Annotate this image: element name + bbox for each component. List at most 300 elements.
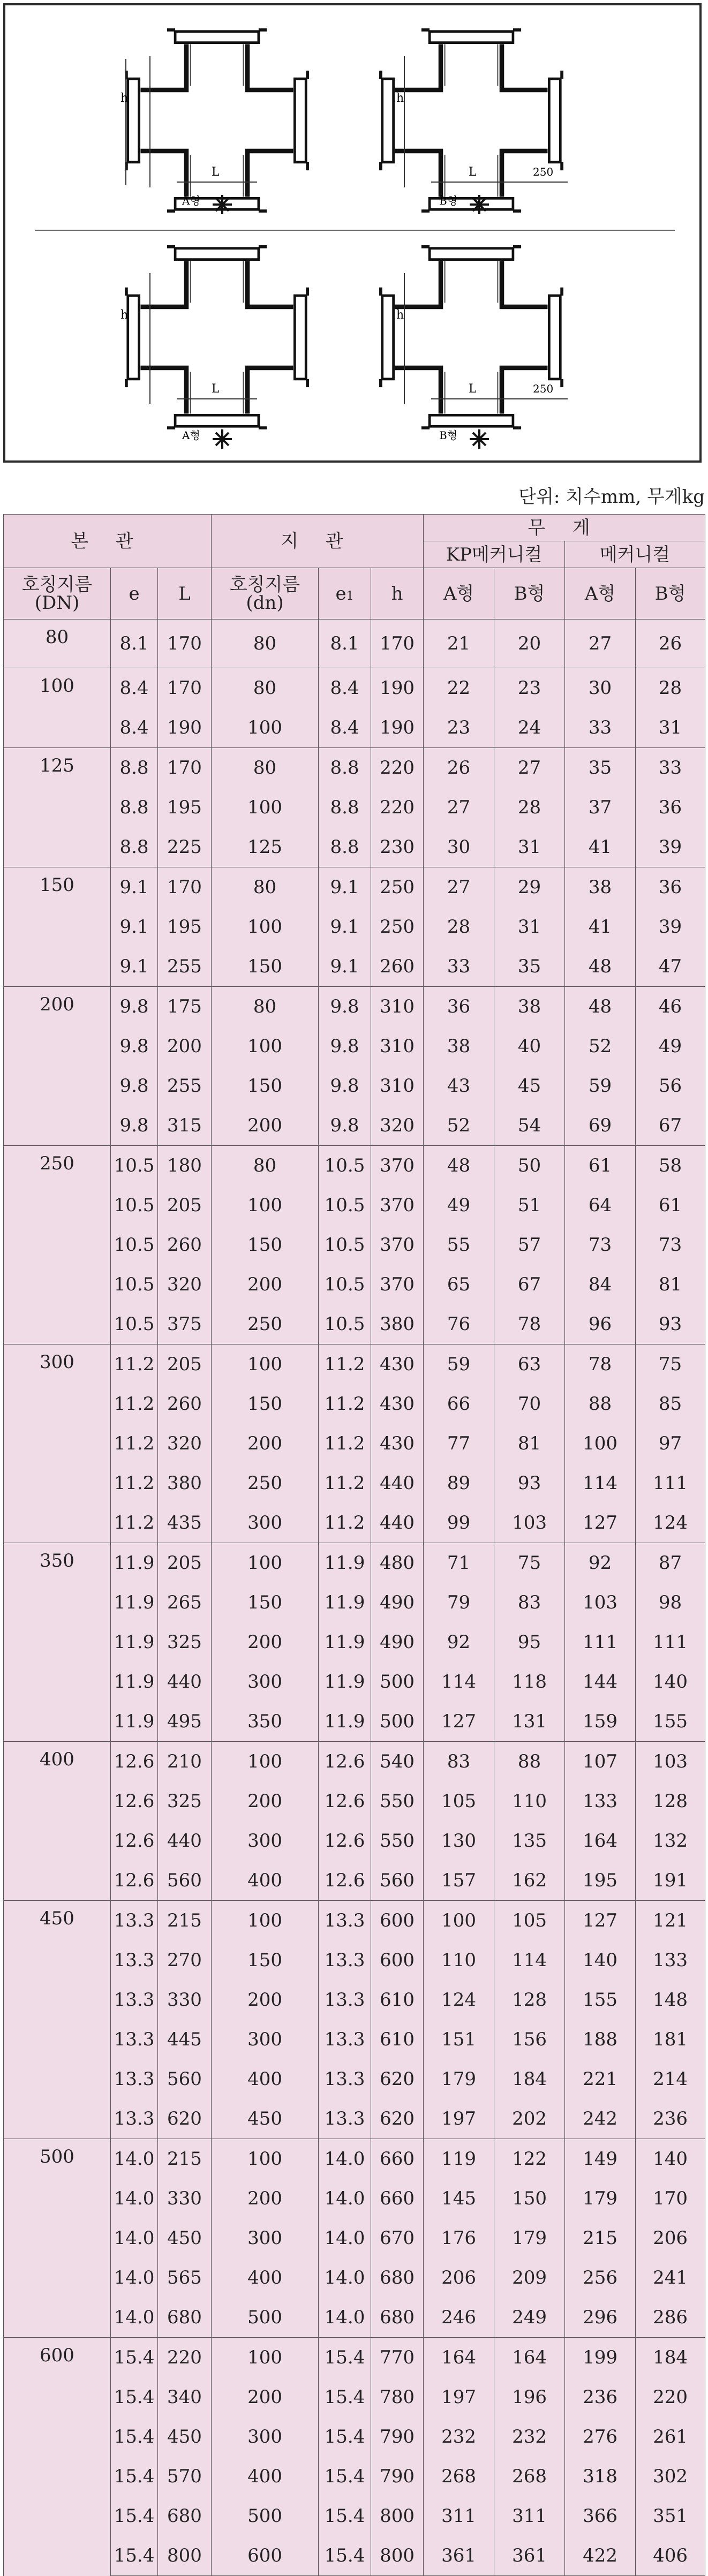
- cell-kp-a: 28: [424, 907, 494, 947]
- cell-l: 170: [158, 668, 212, 708]
- cell-e: 14.0: [111, 2218, 158, 2258]
- cell-mech-b: 85: [636, 1384, 705, 1424]
- cell-branch-dn: 250: [212, 1304, 319, 1344]
- cell-kp-a: 27: [424, 788, 494, 827]
- cell-branch-dn: 250: [212, 1463, 319, 1503]
- cell-e1: 13.3: [319, 2059, 371, 2099]
- cell-branch-dn: 150: [212, 1225, 319, 1265]
- cell-e1: 10.5: [319, 1146, 371, 1186]
- spec-table: [3, 514, 705, 2576]
- cell-l: 215: [158, 2139, 212, 2179]
- cell-e: 11.2: [111, 1503, 158, 1543]
- cell-nominal-dn: 150: [4, 867, 111, 987]
- cell-mech-b: 155: [636, 1702, 705, 1742]
- cell-e: 10.5: [111, 1304, 158, 1344]
- cell-branch-dn: 100: [212, 788, 319, 827]
- cell-kp-b: 110: [494, 1781, 565, 1821]
- cell-mech-b: 132: [636, 1821, 705, 1861]
- cell-branch-dn: 150: [212, 1940, 319, 1980]
- cell-branch-dn: 600: [212, 2536, 319, 2576]
- cell-kp-b: 128: [494, 1980, 565, 2020]
- cell-kp-a: 127: [424, 1702, 494, 1742]
- header-e: e: [111, 568, 158, 620]
- cell-h: 800: [371, 2496, 424, 2536]
- cell-e: 12.6: [111, 1781, 158, 1821]
- cell-e: 14.0: [111, 2258, 158, 2298]
- cell-l: 215: [158, 1901, 212, 1941]
- type-a-label: A형: [182, 194, 200, 207]
- cell-l: 220: [158, 2338, 212, 2378]
- cell-e1: 13.3: [319, 1940, 371, 1980]
- cell-h: 670: [371, 2218, 424, 2258]
- dim-h-label: h: [120, 92, 129, 105]
- cell-e: 11.9: [111, 1543, 158, 1583]
- cell-branch-dn: 200: [212, 1106, 319, 1146]
- cell-kp-a: 52: [424, 1106, 494, 1146]
- table-body: [4, 620, 705, 2576]
- cell-h: 790: [371, 2417, 424, 2457]
- cell-kp-b: 31: [494, 827, 565, 867]
- header-l: L: [158, 568, 212, 620]
- cell-kp-a: 92: [424, 1622, 494, 1662]
- cell-h: 540: [371, 1742, 424, 1782]
- cell-mech-a: 107: [565, 1742, 636, 1782]
- cell-h: 170: [371, 620, 424, 668]
- cell-mech-b: 206: [636, 2218, 705, 2258]
- table-row: [4, 1146, 705, 1186]
- cell-mech-a: 30: [565, 668, 636, 708]
- cell-mech-a: 155: [565, 1980, 636, 2020]
- cell-e: 11.2: [111, 1463, 158, 1503]
- cell-mech-a: 69: [565, 1106, 636, 1146]
- cell-kp-a: 206: [424, 2258, 494, 2298]
- cell-mech-b: 124: [636, 1503, 705, 1543]
- cell-mech-b: 26: [636, 620, 705, 668]
- cell-branch-dn: 80: [212, 620, 319, 668]
- cell-mech-b: 191: [636, 1861, 705, 1901]
- cell-e1: 11.2: [319, 1503, 371, 1543]
- cell-nominal-dn: 600: [4, 2338, 111, 2576]
- cell-kp-a: 311: [424, 2496, 494, 2536]
- cell-kp-a: 55: [424, 1225, 494, 1265]
- cell-l: 190: [158, 708, 212, 748]
- cell-kp-b: 196: [494, 2377, 565, 2417]
- cell-h: 500: [371, 1662, 424, 1702]
- header-e1-sub: 1: [346, 589, 354, 603]
- cell-e: 12.6: [111, 1861, 158, 1901]
- cell-branch-dn: 200: [212, 1980, 319, 2020]
- cell-h: 260: [371, 947, 424, 987]
- cell-mech-a: 256: [565, 2258, 636, 2298]
- cell-mech-a: 127: [565, 1901, 636, 1941]
- cell-branch-dn: 100: [212, 1901, 319, 1941]
- cell-e1: 9.1: [319, 867, 371, 908]
- header-type-a-mech: A형: [565, 568, 636, 620]
- cell-kp-a: 48: [424, 1146, 494, 1186]
- cell-e: 15.4: [111, 2496, 158, 2536]
- type-b-label-2: B형: [439, 429, 458, 442]
- cell-l: 210: [158, 1742, 212, 1782]
- cell-branch-dn: 100: [212, 1543, 319, 1583]
- header-dn-branch: 호칭지름 (dn): [212, 568, 319, 620]
- cell-e1: 14.0: [319, 2258, 371, 2298]
- cell-kp-a: 176: [424, 2218, 494, 2258]
- cell-h: 660: [371, 2139, 424, 2179]
- cell-e1: 8.8: [319, 827, 371, 867]
- cell-h: 620: [371, 2099, 424, 2139]
- cell-kp-b: 67: [494, 1265, 565, 1304]
- cell-mech-b: 97: [636, 1424, 705, 1463]
- cell-kp-a: 79: [424, 1583, 494, 1622]
- cell-kp-b: 51: [494, 1185, 565, 1225]
- cell-e1: 8.8: [319, 788, 371, 827]
- cell-e1: 11.9: [319, 1622, 371, 1662]
- cell-branch-dn: 150: [212, 947, 319, 987]
- cell-kp-b: 63: [494, 1344, 565, 1385]
- cell-l: 380: [158, 1463, 212, 1503]
- cell-e1: 10.5: [319, 1265, 371, 1304]
- cell-mech-a: 41: [565, 907, 636, 947]
- cell-kp-a: 76: [424, 1304, 494, 1344]
- cell-mech-b: 28: [636, 668, 705, 708]
- cell-branch-dn: 200: [212, 1265, 319, 1304]
- cell-e: 10.5: [111, 1225, 158, 1265]
- cell-mech-b: 39: [636, 907, 705, 947]
- cell-mech-a: 35: [565, 748, 636, 788]
- cell-e: 11.9: [111, 1662, 158, 1702]
- table-row: [4, 867, 705, 908]
- cell-e: 9.8: [111, 1106, 158, 1146]
- cell-nominal-dn: 500: [4, 2139, 111, 2338]
- cell-kp-a: 66: [424, 1384, 494, 1424]
- cell-mech-b: 184: [636, 2338, 705, 2378]
- cell-l: 200: [158, 1026, 212, 1066]
- cell-mech-a: 88: [565, 1384, 636, 1424]
- cell-h: 600: [371, 1940, 424, 1980]
- cell-h: 370: [371, 1185, 424, 1225]
- cell-kp-b: 135: [494, 1821, 565, 1861]
- cell-mech-b: 286: [636, 2298, 705, 2338]
- cell-mech-a: 127: [565, 1503, 636, 1543]
- cell-l: 560: [158, 1861, 212, 1901]
- cell-l: 375: [158, 1304, 212, 1344]
- dim-l-label-4: L: [469, 382, 477, 396]
- cell-branch-dn: 300: [212, 1503, 319, 1543]
- cell-e: 11.9: [111, 1622, 158, 1662]
- cell-e: 15.4: [111, 2536, 158, 2576]
- cell-mech-a: 27: [565, 620, 636, 668]
- cell-l: 340: [158, 2377, 212, 2417]
- cell-mech-a: 103: [565, 1583, 636, 1622]
- dim-h-label-3: h: [120, 308, 129, 322]
- cell-kp-a: 164: [424, 2338, 494, 2378]
- cell-mech-a: 59: [565, 1066, 636, 1106]
- table-row: [4, 620, 705, 668]
- cell-e: 8.4: [111, 708, 158, 748]
- cell-e: 15.4: [111, 2417, 158, 2457]
- cell-h: 440: [371, 1463, 424, 1503]
- cell-l: 180: [158, 1146, 212, 1186]
- cell-mech-b: 220: [636, 2377, 705, 2417]
- cell-kp-a: 157: [424, 1861, 494, 1901]
- cell-e1: 11.9: [319, 1543, 371, 1583]
- cell-e1: 11.2: [319, 1384, 371, 1424]
- table-row: [4, 1543, 705, 1583]
- cell-kp-b: 28: [494, 788, 565, 827]
- cell-e1: 14.0: [319, 2218, 371, 2258]
- cell-h: 790: [371, 2457, 424, 2496]
- cell-mech-b: 111: [636, 1622, 705, 1662]
- cell-e: 10.5: [111, 1146, 158, 1186]
- cell-h: 310: [371, 1026, 424, 1066]
- cell-branch-dn: 150: [212, 1066, 319, 1106]
- cell-branch-dn: 125: [212, 827, 319, 867]
- cell-kp-a: 23: [424, 708, 494, 748]
- header-type-a-kp: A형: [424, 568, 494, 620]
- cell-branch-dn: 100: [212, 1185, 319, 1225]
- cell-mech-b: 93: [636, 1304, 705, 1344]
- cell-branch-dn: 450: [212, 2099, 319, 2139]
- cell-h: 780: [371, 2377, 424, 2417]
- cell-kp-b: 70: [494, 1384, 565, 1424]
- cell-nominal-dn: 200: [4, 987, 111, 1146]
- cell-l: 170: [158, 748, 212, 788]
- cell-h: 250: [371, 867, 424, 908]
- cell-e: 8.4: [111, 668, 158, 708]
- cell-mech-a: 236: [565, 2377, 636, 2417]
- table-row: [4, 1344, 705, 1385]
- cell-l: 170: [158, 620, 212, 668]
- dim-h-label-2: h: [396, 92, 404, 105]
- cell-h: 370: [371, 1146, 424, 1186]
- cell-l: 205: [158, 1185, 212, 1225]
- cell-mech-a: 48: [565, 987, 636, 1027]
- cell-e1: 11.2: [319, 1424, 371, 1463]
- cell-e1: 11.9: [319, 1583, 371, 1622]
- cell-e: 10.5: [111, 1185, 158, 1225]
- cell-e: 12.6: [111, 1821, 158, 1861]
- cell-e1: 15.4: [319, 2417, 371, 2457]
- cell-kp-a: 83: [424, 1742, 494, 1782]
- cell-mech-b: 33: [636, 748, 705, 788]
- cell-mech-a: 318: [565, 2457, 636, 2496]
- cell-mech-b: 148: [636, 1980, 705, 2020]
- cell-e1: 8.4: [319, 708, 371, 748]
- cell-e: 13.3: [111, 2059, 158, 2099]
- cell-kp-b: 40: [494, 1026, 565, 1066]
- cell-branch-dn: 500: [212, 2496, 319, 2536]
- cell-branch-dn: 100: [212, 1344, 319, 1385]
- cell-h: 490: [371, 1583, 424, 1622]
- type-a-label-2: A형: [182, 429, 200, 442]
- cell-mech-a: 48: [565, 947, 636, 987]
- cell-mech-a: 114: [565, 1463, 636, 1503]
- cell-kp-b: 23: [494, 668, 565, 708]
- cell-mech-a: 140: [565, 1940, 636, 1980]
- cell-kp-a: 27: [424, 867, 494, 908]
- cell-l: 565: [158, 2258, 212, 2298]
- cell-e: 10.5: [111, 1265, 158, 1304]
- cell-mech-b: 111: [636, 1463, 705, 1503]
- cell-e1: 12.6: [319, 1861, 371, 1901]
- cell-mech-a: 296: [565, 2298, 636, 2338]
- cell-kp-b: 57: [494, 1225, 565, 1265]
- cell-e1: 13.3: [319, 1901, 371, 1941]
- cell-kp-a: 179: [424, 2059, 494, 2099]
- cell-h: 430: [371, 1344, 424, 1385]
- cell-kp-b: 156: [494, 2020, 565, 2059]
- cell-e: 13.3: [111, 1980, 158, 2020]
- cell-kp-a: 145: [424, 2179, 494, 2218]
- cell-kp-a: 59: [424, 1344, 494, 1385]
- cell-mech-a: 179: [565, 2179, 636, 2218]
- cell-l: 325: [158, 1622, 212, 1662]
- cell-mech-a: 52: [565, 1026, 636, 1066]
- cell-h: 220: [371, 788, 424, 827]
- cell-mech-b: 140: [636, 1662, 705, 1702]
- cell-h: 220: [371, 748, 424, 788]
- cell-e: 13.3: [111, 1901, 158, 1941]
- cell-mech-b: 36: [636, 788, 705, 827]
- cell-h: 610: [371, 2020, 424, 2059]
- cell-l: 495: [158, 1702, 212, 1742]
- cell-l: 315: [158, 1106, 212, 1146]
- cell-h: 480: [371, 1543, 424, 1583]
- cell-mech-b: 140: [636, 2139, 705, 2179]
- cross-fitting-drawings: [5, 5, 699, 460]
- dim-250-label-2: 250: [533, 382, 554, 395]
- header-type-b-kp: B형: [494, 568, 565, 620]
- cell-mech-b: 73: [636, 1225, 705, 1265]
- cell-e1: 11.2: [319, 1463, 371, 1503]
- cell-h: 430: [371, 1424, 424, 1463]
- cell-mech-a: 100: [565, 1424, 636, 1463]
- cell-kp-b: 78: [494, 1304, 565, 1344]
- cell-branch-dn: 200: [212, 1781, 319, 1821]
- cell-mech-a: 38: [565, 867, 636, 908]
- cell-l: 195: [158, 907, 212, 947]
- cell-e: 14.0: [111, 2179, 158, 2218]
- cell-mech-a: 41: [565, 827, 636, 867]
- cell-kp-a: 65: [424, 1265, 494, 1304]
- cell-kp-b: 31: [494, 907, 565, 947]
- cell-h: 190: [371, 708, 424, 748]
- cell-e: 9.1: [111, 947, 158, 987]
- header-main-pipe: 본 관: [4, 515, 212, 568]
- cell-l: 205: [158, 1543, 212, 1583]
- cell-kp-b: 81: [494, 1424, 565, 1463]
- cell-kp-a: 43: [424, 1066, 494, 1106]
- cell-e: 8.8: [111, 788, 158, 827]
- cell-e1: 10.5: [319, 1225, 371, 1265]
- cell-l: 440: [158, 1662, 212, 1702]
- cell-h: 550: [371, 1781, 424, 1821]
- cell-e: 14.0: [111, 2139, 158, 2179]
- cell-kp-b: 105: [494, 1901, 565, 1941]
- cell-mech-a: 133: [565, 1781, 636, 1821]
- cell-kp-b: 150: [494, 2179, 565, 2218]
- cell-branch-dn: 80: [212, 987, 319, 1027]
- cell-mech-a: 96: [565, 1304, 636, 1344]
- header-mechanical: 메커니컬: [565, 541, 705, 568]
- cell-e: 9.8: [111, 1026, 158, 1066]
- table-row: [4, 2139, 705, 2179]
- cell-branch-dn: 400: [212, 2258, 319, 2298]
- cell-e1: 11.9: [319, 1702, 371, 1742]
- cell-e1: 8.4: [319, 668, 371, 708]
- cell-e: 9.1: [111, 867, 158, 908]
- cell-kp-a: 26: [424, 748, 494, 788]
- cell-mech-a: 149: [565, 2139, 636, 2179]
- cell-nominal-dn: 250: [4, 1146, 111, 1344]
- cell-h: 310: [371, 1066, 424, 1106]
- cell-mech-b: 31: [636, 708, 705, 748]
- cell-kp-b: 232: [494, 2417, 565, 2457]
- header-branch-pipe: 지 관: [212, 515, 424, 568]
- header-kp-mechanical: KP메커니컬: [424, 541, 565, 568]
- cell-branch-dn: 300: [212, 2020, 319, 2059]
- cell-mech-a: 199: [565, 2338, 636, 2378]
- cell-h: 610: [371, 1980, 424, 2020]
- cell-h: 560: [371, 1861, 424, 1901]
- cell-branch-dn: 300: [212, 2417, 319, 2457]
- cell-e1: 15.4: [319, 2457, 371, 2496]
- cell-l: 560: [158, 2059, 212, 2099]
- cell-kp-b: 311: [494, 2496, 565, 2536]
- cell-l: 320: [158, 1424, 212, 1463]
- cell-mech-a: 221: [565, 2059, 636, 2099]
- cell-branch-dn: 300: [212, 2218, 319, 2258]
- cell-h: 620: [371, 2059, 424, 2099]
- cell-h: 550: [371, 1821, 424, 1861]
- cell-e: 11.2: [111, 1424, 158, 1463]
- cell-e: 8.8: [111, 748, 158, 788]
- cell-e: 11.9: [111, 1583, 158, 1622]
- cell-mech-b: 214: [636, 2059, 705, 2099]
- header-type-b-mech: B형: [636, 568, 705, 620]
- header-h: h: [371, 568, 424, 620]
- cell-l: 265: [158, 1583, 212, 1622]
- cell-kp-a: 361: [424, 2536, 494, 2576]
- cell-e: 15.4: [111, 2338, 158, 2378]
- cell-h: 680: [371, 2258, 424, 2298]
- cell-kp-b: 268: [494, 2457, 565, 2496]
- cell-kp-a: 197: [424, 2377, 494, 2417]
- cell-nominal-dn: 125: [4, 748, 111, 867]
- cell-kp-a: 30: [424, 827, 494, 867]
- cell-kp-a: 114: [424, 1662, 494, 1702]
- cell-l: 325: [158, 1781, 212, 1821]
- cell-h: 320: [371, 1106, 424, 1146]
- cell-e: 13.3: [111, 2020, 158, 2059]
- cell-h: 370: [371, 1225, 424, 1265]
- cell-mech-b: 351: [636, 2496, 705, 2536]
- cell-mech-a: 84: [565, 1265, 636, 1304]
- cell-l: 680: [158, 2496, 212, 2536]
- cell-h: 430: [371, 1384, 424, 1424]
- cell-l: 260: [158, 1384, 212, 1424]
- cell-h: 380: [371, 1304, 424, 1344]
- cell-kp-b: 75: [494, 1543, 565, 1583]
- cell-e1: 9.1: [319, 907, 371, 947]
- cell-branch-dn: 350: [212, 1702, 319, 1742]
- cell-mech-b: 75: [636, 1344, 705, 1385]
- cell-mech-b: 103: [636, 1742, 705, 1782]
- cell-e1: 14.0: [319, 2298, 371, 2338]
- cell-l: 620: [158, 2099, 212, 2139]
- cell-e1: 9.8: [319, 1066, 371, 1106]
- cell-kp-b: 93: [494, 1463, 565, 1503]
